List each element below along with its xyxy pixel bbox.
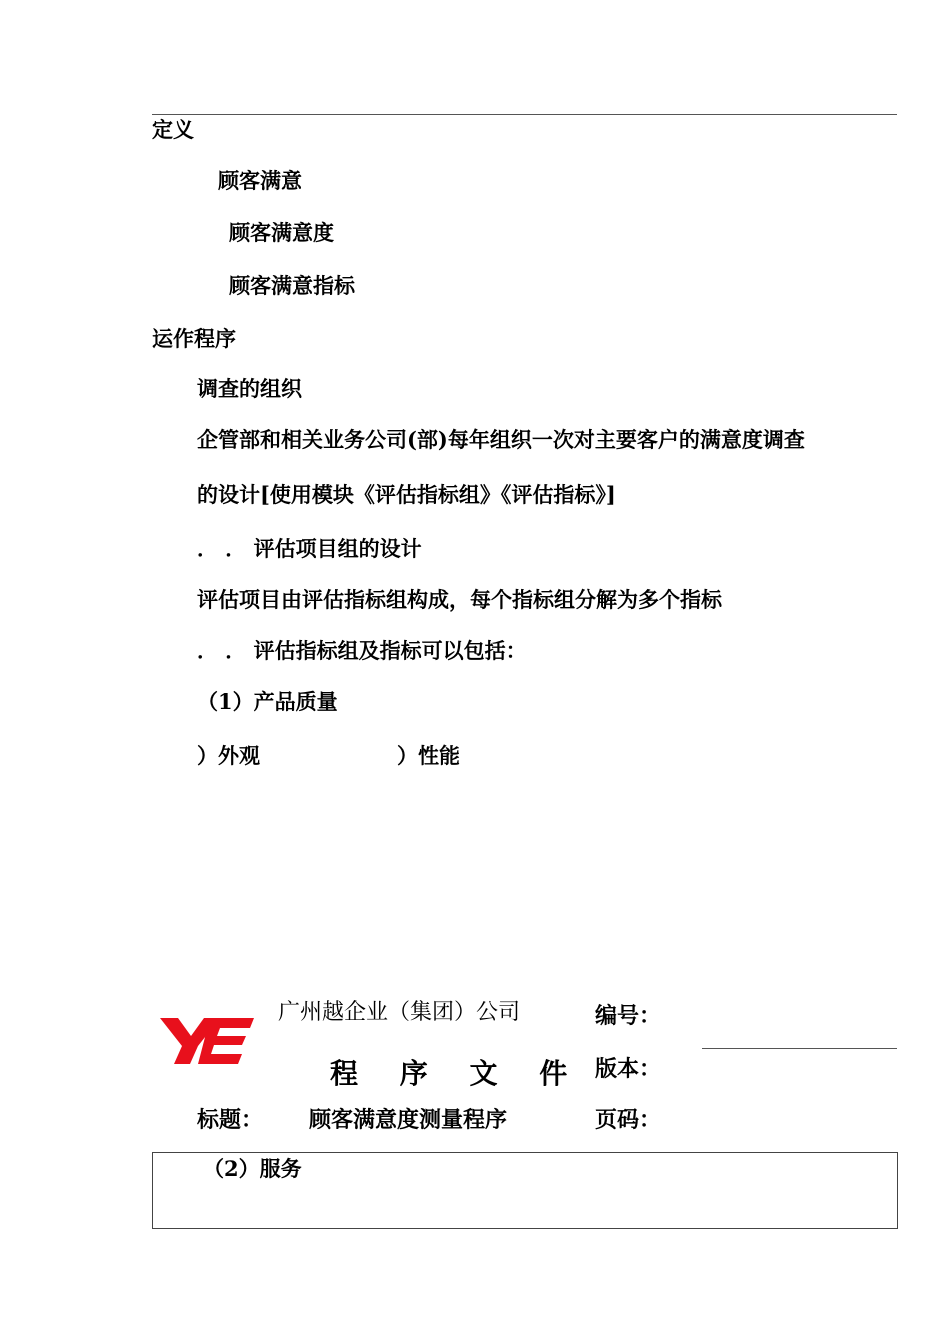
quality-sub-item-appearance: ）外观 xyxy=(197,743,260,768)
section-procedure-heading: 运作程序 xyxy=(152,326,236,351)
top-rule xyxy=(152,114,897,115)
procedure-item-2: 的设计[使用模块《评估指标组》《评估指标》] xyxy=(197,482,616,507)
title-value: 顾客满意度测量程序 xyxy=(309,1107,508,1133)
code-value-underline xyxy=(702,1048,897,1049)
content-box xyxy=(152,1152,898,1229)
ye-logo-icon xyxy=(158,1012,256,1070)
page-label: 页码： xyxy=(595,1107,662,1133)
procedure-item-4: ． ． 评估指标组及指标可以包括： xyxy=(197,638,527,663)
definition-item-1: 顾客满意 xyxy=(218,168,302,193)
document-type: 程 序 文 件 xyxy=(330,1057,584,1090)
company-name: 广州越企业（集团）公司 xyxy=(278,1000,521,1025)
company-logo xyxy=(158,1012,256,1070)
section-definition-heading: 定义 xyxy=(152,117,194,142)
procedure-item-3: ． ． 评估项目组的设计 xyxy=(197,536,422,561)
procedure-paragraph-1: 企管部和相关业务公司(部)每年组织一次对主要客户的满意度调查 xyxy=(197,427,805,452)
version-label: 版本： xyxy=(595,1056,662,1082)
quality-sub-item-performance: ）性能 xyxy=(397,743,460,768)
code-label: 编号： xyxy=(595,1003,662,1029)
procedure-paragraph-2: 评估项目由评估指标组构成，每个指标组分解为多个指标 xyxy=(197,587,722,612)
procedure-item-1: 调查的组织 xyxy=(197,376,302,401)
definition-item-2: 顾客满意度 xyxy=(229,220,334,245)
quality-heading: （1）产品质量 xyxy=(197,689,338,714)
definition-item-3: 顾客满意指标 xyxy=(229,273,355,298)
service-heading: （2）服务 xyxy=(203,1156,302,1181)
title-label: 标题： xyxy=(197,1107,264,1133)
